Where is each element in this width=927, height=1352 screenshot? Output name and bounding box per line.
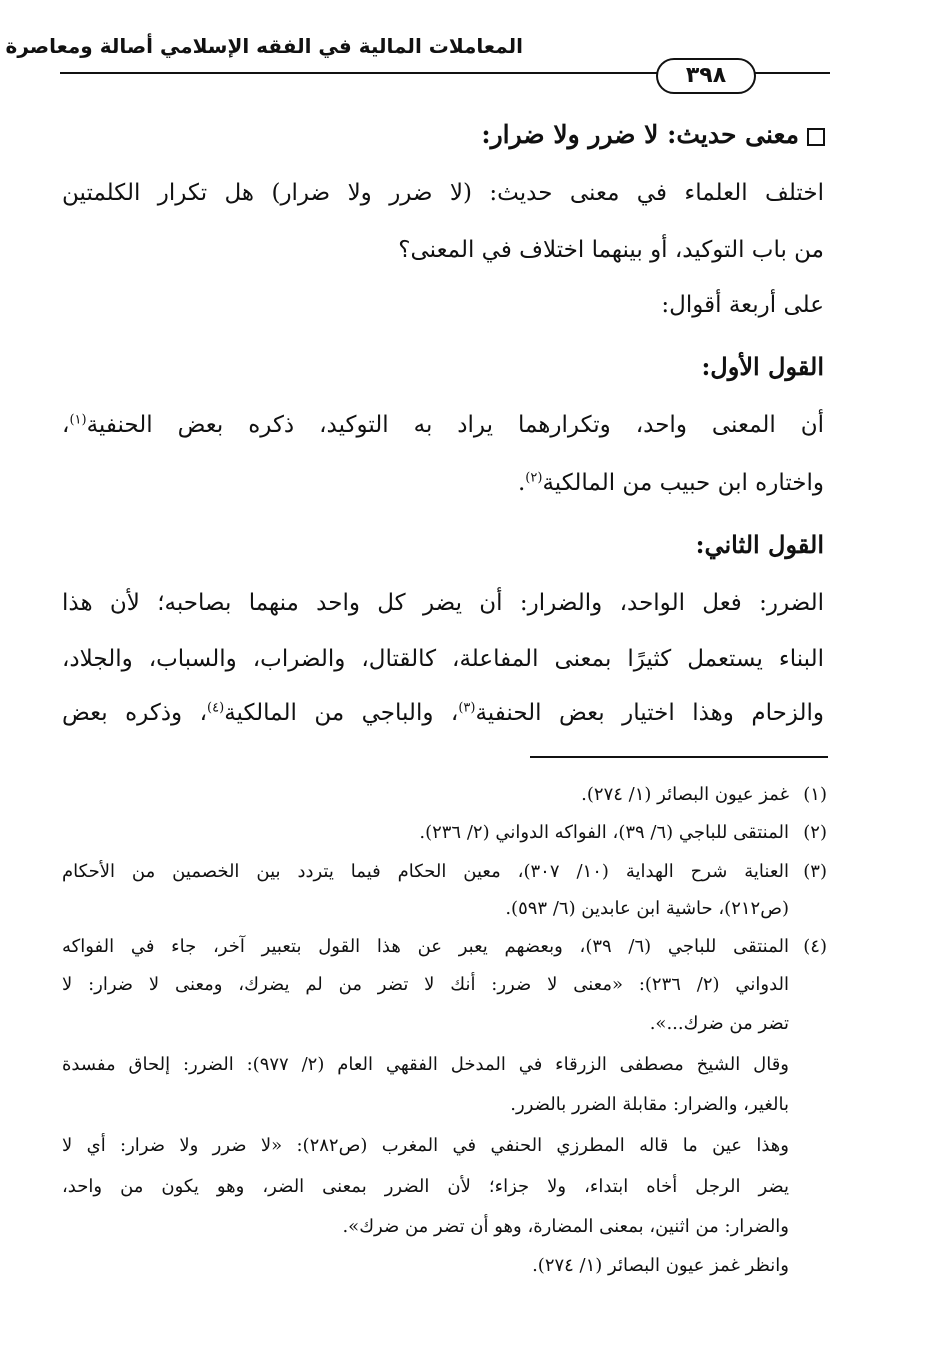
footnote-text: وانظر غمز عيون البصائر (١/ ٢٧٤). [532,1255,789,1276]
footnote-text: العناية شرح الهداية (١٠/ ٣٠٧)، معين الحكام فيما يتردد بين الخصمين من الأحكام [62,861,789,882]
square-bullet-icon [807,128,825,146]
footnote-text: الدواني (٢/ ٢٣٦): «معنى لا ضرر: أنك لا تضر من لم يضرك، ومعنى لا ضرار: لا [62,974,789,995]
footnote-text: تضر من ضرك...». [649,1013,789,1034]
footnote-number: (٤) [803,936,827,957]
text-segment: والزحام وهذا اختيار بعض الحنفية [475,700,824,726]
footnote-ref[interactable]: (٢) [525,470,543,486]
footnote-text: (ص٢١٢)، حاشية ابن عابدين (٦/ ٥٩٣). [505,898,789,919]
footnote-text: وهذا عين ما قاله المطرزي الحنفي في المغرب (ص٢٨٢): «لا ضرر ولا ضرار: أي لا [62,1135,789,1156]
footnote-ref[interactable]: (٤) [207,700,225,716]
subheading-first-opinion: القول الأول: [701,352,824,381]
paragraph-line: من باب التوكيد، أو بينهما اختلاف في المعنى؟ [398,237,824,263]
text-segment: ، [62,412,70,438]
paragraph-line: اختلف العلماء في معنى حديث: (لا ضرر ولا ضرار) هل تكرار الكلمتين [62,180,824,206]
footnote-number: (١) [803,784,827,805]
paragraph-line [62,412,824,438]
footnote-text: بالغير، والضرار: مقابلة الضرر بالضرر. [510,1094,789,1115]
text-segment: . [517,470,526,496]
section-title-text: معنى حديث: لا ضرر ولا ضرار: [481,120,799,149]
footnote-number: (٢) [803,822,827,843]
footnote-number: (٣) [803,861,827,882]
text-segment: ، وذكره بعض [62,700,208,726]
text-segment: واختاره ابن حبيب من المالكية [542,470,824,496]
text-segment: أن المعنى واحد، وتكرارهما يراد به التوكيد، ذكره بعض الحنفية [86,412,824,438]
paragraph-line [518,470,824,496]
footnote-text: والضرار: من اثنين، بمعنى المضارة، وهو أن تضر من ضرك». [342,1216,789,1237]
footnote-text: غمز عيون البصائر (١/ ٢٧٤). [581,784,789,805]
paragraph-line: الضرر: فعل الواحد، والضرار: أن يضر كل واحد منهما بصاحبه؛ لأن هذا [62,590,824,616]
text-segment: ، والباجي من المالكية [224,700,459,726]
footnote-separator [530,756,828,758]
subheading-second-opinion: القول الثاني: [695,530,824,559]
footnote-text: يضر الرجل أخاه ابتداء، ولا جزاء؛ لأن الضرر بمعنى الضر، وهو يكون من واحد، [62,1176,789,1197]
running-header-title: المعاملات المالية في الفقه الإسلامي أصالة ومعاصرة [5,34,523,58]
footnote-text: المنتقى للباجي (٦/ ٣٩)، وبعضهم يعبر عن هذا القول بتعبير آخر، جاء في الفواكه [62,936,789,957]
footnote-ref[interactable]: (٣) [458,700,476,716]
paragraph-line: على أربعة أقوال: [661,292,824,318]
footnote-text: المنتقى للباجي (٦/ ٣٩)، الفواكه الدواني (٢/ ٢٣٦). [419,822,789,843]
paragraph-line: البناء يستعمل كثيرًا بمعنى المفاعلة، كالقتال، والضراب، والسباب، والجلاد، [62,646,824,672]
paragraph-line [62,700,824,726]
section-title [481,120,825,149]
page-number-badge: ٣٩٨ [656,58,756,94]
footnote-text: وقال الشيخ مصطفى الزرقاء في المدخل الفقهي العام (٢/ ٩٧٧): الضرر: إلحاق مفسدة [62,1054,789,1075]
footnote-ref[interactable]: (١) [69,412,87,428]
